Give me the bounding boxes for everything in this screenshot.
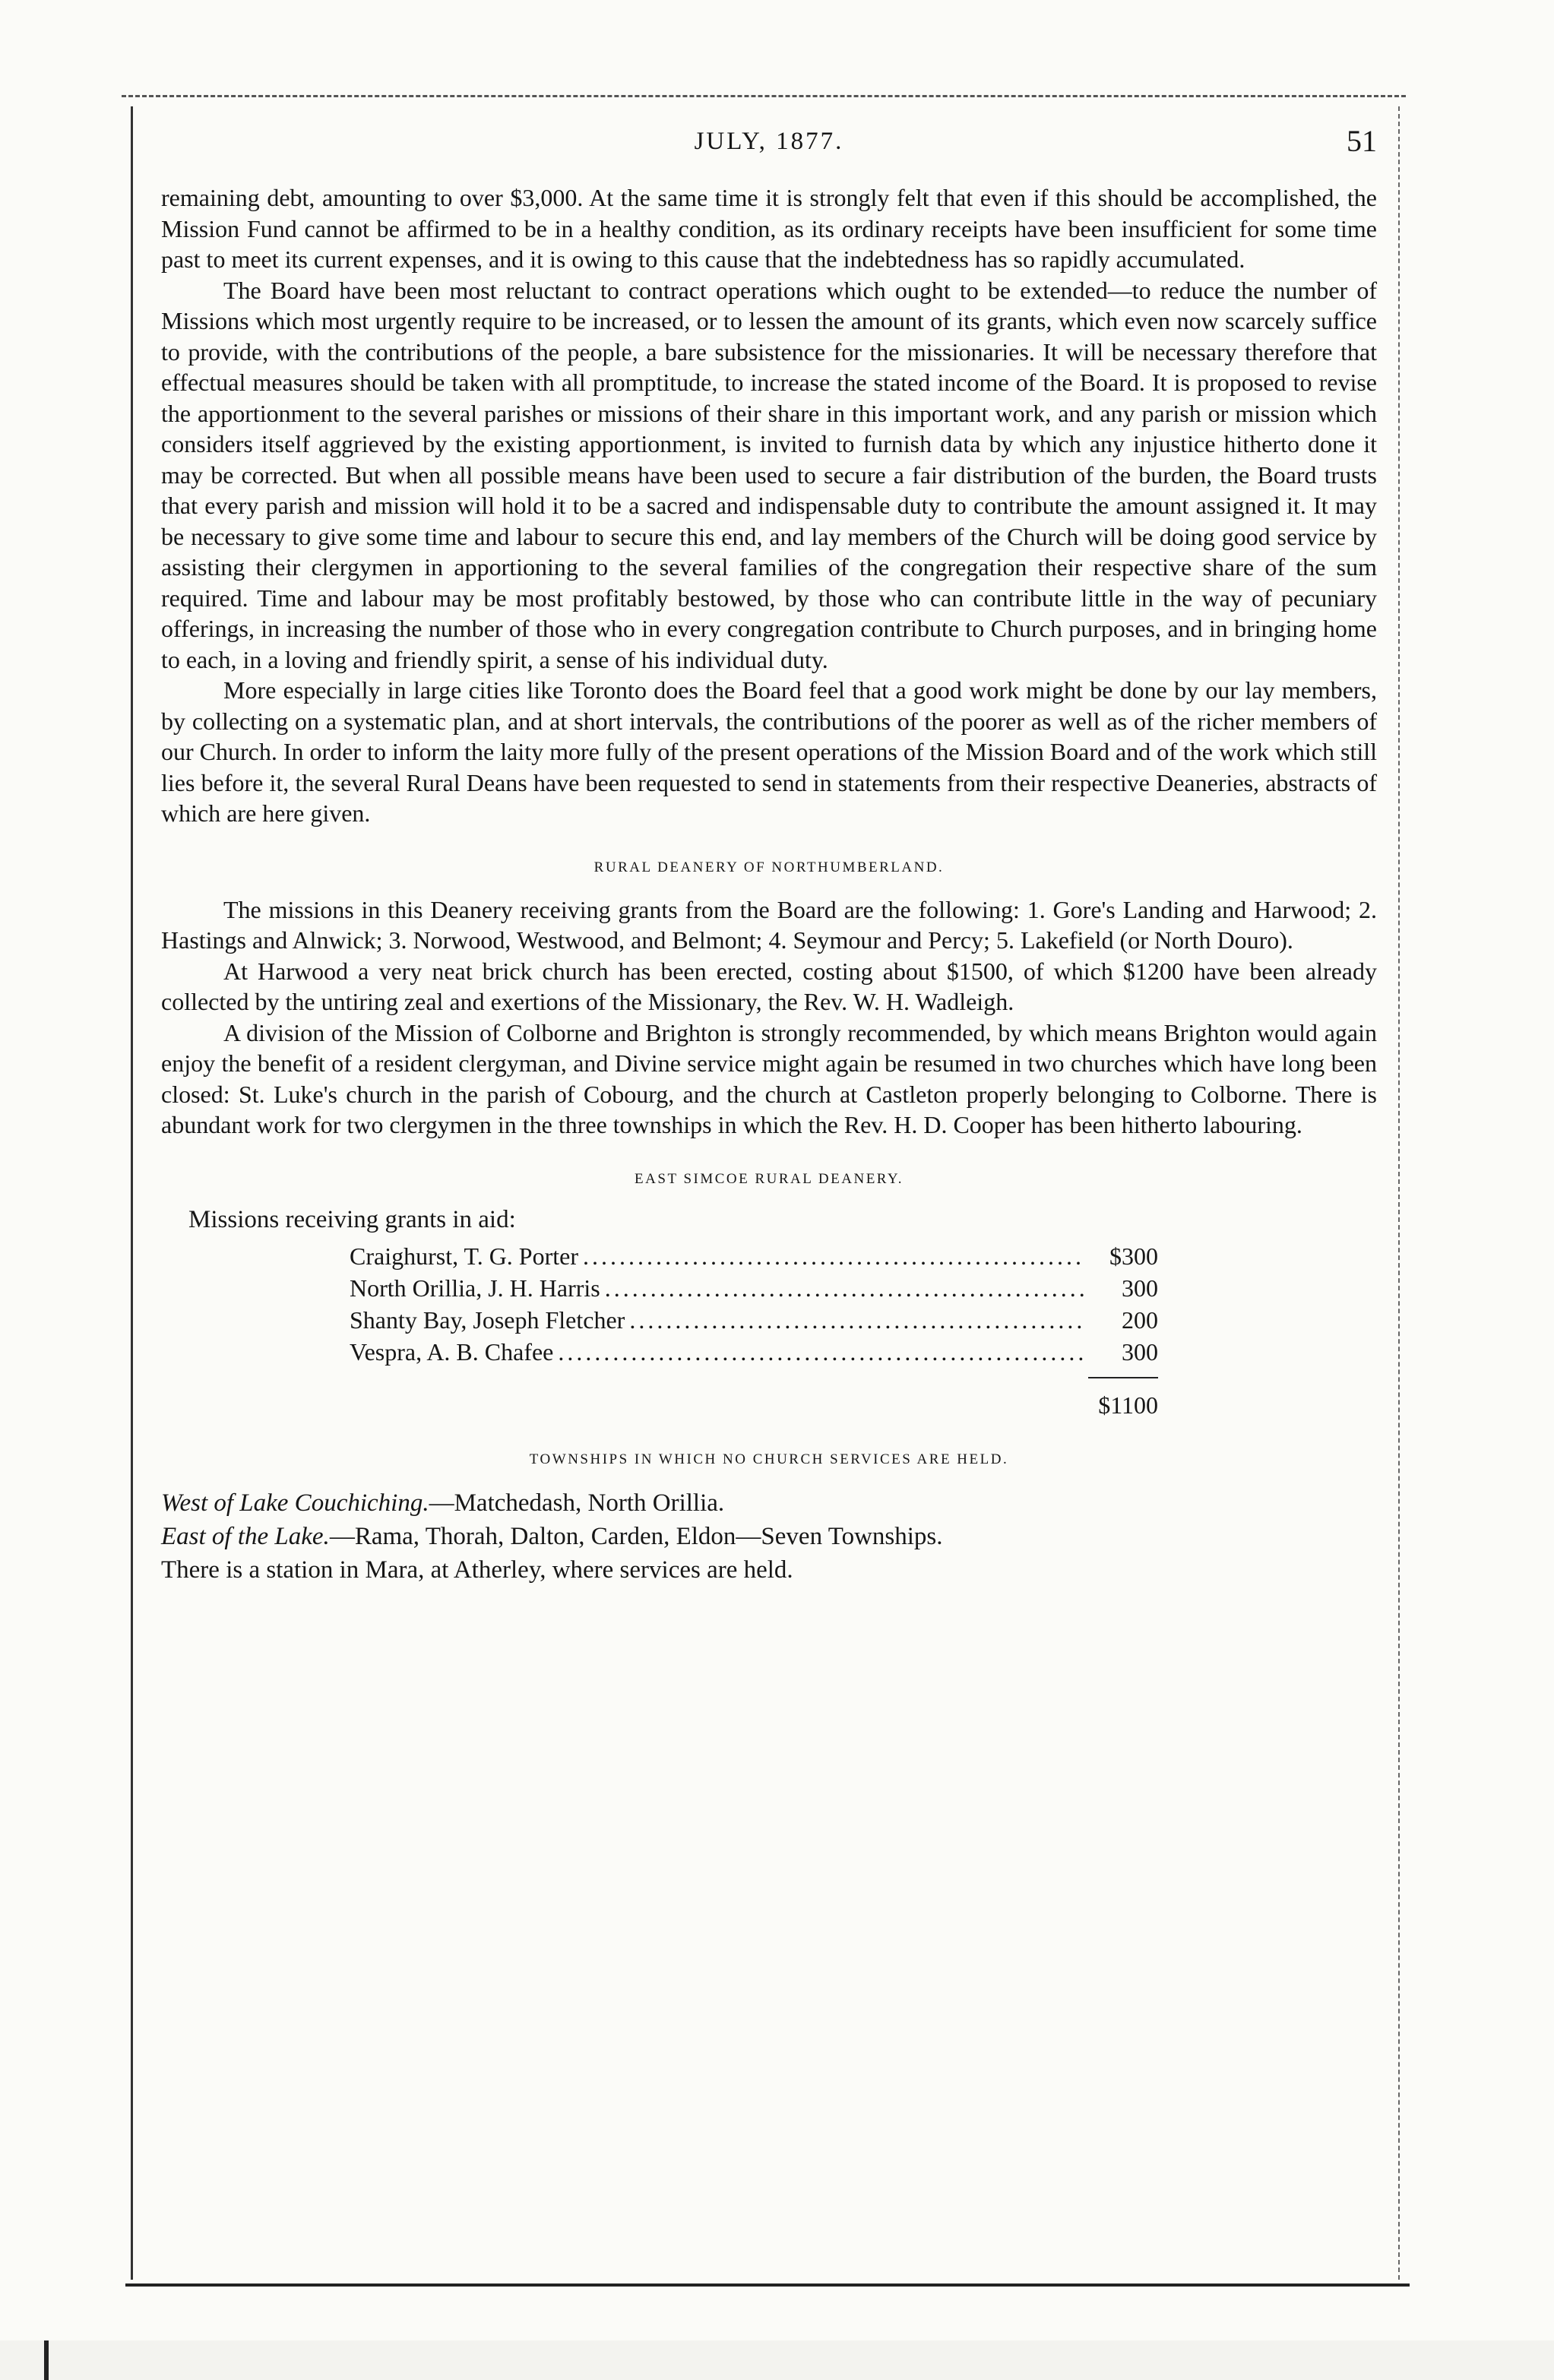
ledger-row bbox=[350, 1240, 1158, 1272]
grants-total: $1100 bbox=[1098, 1391, 1158, 1419]
paragraph-harwood-church: At Harwood a very neat brick church has been erected, costing about $1500, of which $1200 have been already collected by the untiring zeal and exertions of the Missionary, the Rev. W. H. Wadleigh. bbox=[161, 957, 1377, 1015]
right-border-rule bbox=[1398, 106, 1400, 2280]
running-title: JULY, 1877. bbox=[694, 128, 844, 155]
ledger-amount: 200 bbox=[1122, 1306, 1158, 1334]
leader-dots bbox=[605, 1272, 1085, 1304]
grants-lead: Missions receiving grants in aid: bbox=[188, 1205, 516, 1233]
page-content bbox=[161, 114, 1377, 1587]
ledger-mission-name: Craighurst, T. G. Porter bbox=[350, 1242, 578, 1270]
total-rule bbox=[1088, 1377, 1158, 1378]
bottom-border-rule bbox=[125, 2283, 1410, 2287]
station-line: There is a station in Mara, at Atherley, where services are held. bbox=[161, 1556, 793, 1584]
west-of-lake-line bbox=[161, 1486, 1377, 1520]
left-border-rule bbox=[131, 106, 133, 2280]
ledger-amount: 300 bbox=[1122, 1274, 1158, 1302]
section-heading-northumberland: RURAL DEANERY OF NORTHUMBERLAND. bbox=[593, 859, 945, 875]
east-of-lake-label: East of the Lake. bbox=[161, 1522, 330, 1550]
ledger-mission-name: Shanty Bay, Joseph Fletcher bbox=[350, 1306, 625, 1334]
west-of-lake-text: —Matchedash, North Orillia. bbox=[429, 1489, 725, 1517]
ledger-amount: $300 bbox=[1109, 1242, 1158, 1270]
page-number: 51 bbox=[1347, 124, 1377, 158]
west-of-lake-label: West of Lake Couchiching. bbox=[161, 1489, 429, 1517]
ledger-amount: 300 bbox=[1122, 1337, 1158, 1366]
paragraph-colborne-brighton: A division of the Mission of Colborne and Brighton is strongly recommended, by which means Brighton would again enjoy the benefit of a resident clergyman, and Divine service might again be resumed in two churches which have long been closed: St. Luke's church in the parish of Cobourg, and the church at Castleton properly belonging to Colborne. There is abundant work for two clergymen in the three townships in which the Rev. H. D. Cooper has been hitherto labouring. bbox=[161, 1018, 1377, 1138]
ledger-mission-name: Vespra, A. B. Chafee bbox=[350, 1337, 554, 1366]
east-of-lake-line bbox=[161, 1520, 1377, 1553]
page-header bbox=[161, 114, 1377, 182]
east-of-lake-text: —Rama, Thorah, Dalton, Carden, Eldon—Seven Townships. bbox=[329, 1522, 943, 1550]
ledger-mission-name: North Orillia, J. H. Harris bbox=[350, 1274, 600, 1302]
townships-list bbox=[161, 1486, 1377, 1587]
paragraph-deanery-missions: The missions in this Deanery receiving grants from the Board are the following: 1. Gore's Landing and Harwood; 2. Hastings and Alnwick; 3. Norwood, Westwood, and Belmont; 4. Seymour and Percy; 5. Lakefield (or North Douro). bbox=[161, 895, 1377, 954]
grants-ledger bbox=[350, 1240, 1158, 1368]
leader-dots bbox=[583, 1240, 1085, 1272]
ledger-row bbox=[350, 1304, 1158, 1336]
ledger-row bbox=[350, 1272, 1158, 1304]
section-heading-east-simcoe: EAST SIMCOE RURAL DEANERY. bbox=[635, 1170, 904, 1187]
top-border-rule bbox=[122, 95, 1406, 97]
ledger-row bbox=[350, 1336, 1158, 1368]
paragraph-board-reluctant: The Board have been most reluctant to contract operations which ought to be extended—to reduce the number of Missions which most urgently require to be increased, or to lessen the amount of its grants, which even now scarcely suffice to provide, with the contributions of the people, a bare subsistence for the missionaries. It will be necessary therefore that effectual measures should be taken with all promptitude, to increase the stated income of the Board. It is proposed to revise the apportionment to the several parishes or missions of their share in this important work, and any parish or mission which considers itself aggrieved by the existing apportionment, is invited to furnish data by which any injustice hitherto done it may be corrected. But when all possible means have been used to secure a fair distribution of the burden, the Board trusts that every parish and mission will hold it to be a sacred and indispensable duty to contribute the amount assigned it. It may be necessary to give some time and labour to secure this end, and lay members of the Church will be doing good service by assisting their clergymen in apportioning to the several families of the congregation their respective share of the sum required. Time and labour may be most profitably bestowed, by those who can contribute little in the way of pecuniary offerings, in increasing the number of those who in every congregation contribute to Church purposes, and in bringing home to each, in a loving and friendly spirit, a sense of his individual duty. bbox=[161, 276, 1377, 673]
leader-dots bbox=[558, 1336, 1085, 1368]
paragraph-large-cities: More especially in large cities like Toronto does the Board feel that a good work might be done by our lay members, by collecting on a systematic plan, and at short intervals, the contributions of the poorer as well as of the richer members of our Church. In order to inform the laity more fully of the present operations of the Mission Board and of the work which still lies before it, the several Rural Deans have been requested to send in statements from their respective Deaneries, abstracts of which are here given. bbox=[161, 676, 1377, 827]
leader-dots bbox=[629, 1304, 1085, 1336]
scan-edge bbox=[0, 2340, 1554, 2380]
section-heading-townships: TOWNSHIPS IN WHICH NO CHURCH SERVICES ARE HELD. bbox=[529, 1451, 1009, 1467]
paragraph-remaining-debt: remaining debt, amounting to over $3,000. At the same time it is strongly felt that even if this should be accomplished, the Mission Fund cannot be affirmed to be in a healthy condition, as its ordinary receipts have been insufficient for some time past to meet its current expenses, and it is owing to this cause that the indebtedness has so rapidly accumulated. bbox=[161, 184, 1377, 273]
